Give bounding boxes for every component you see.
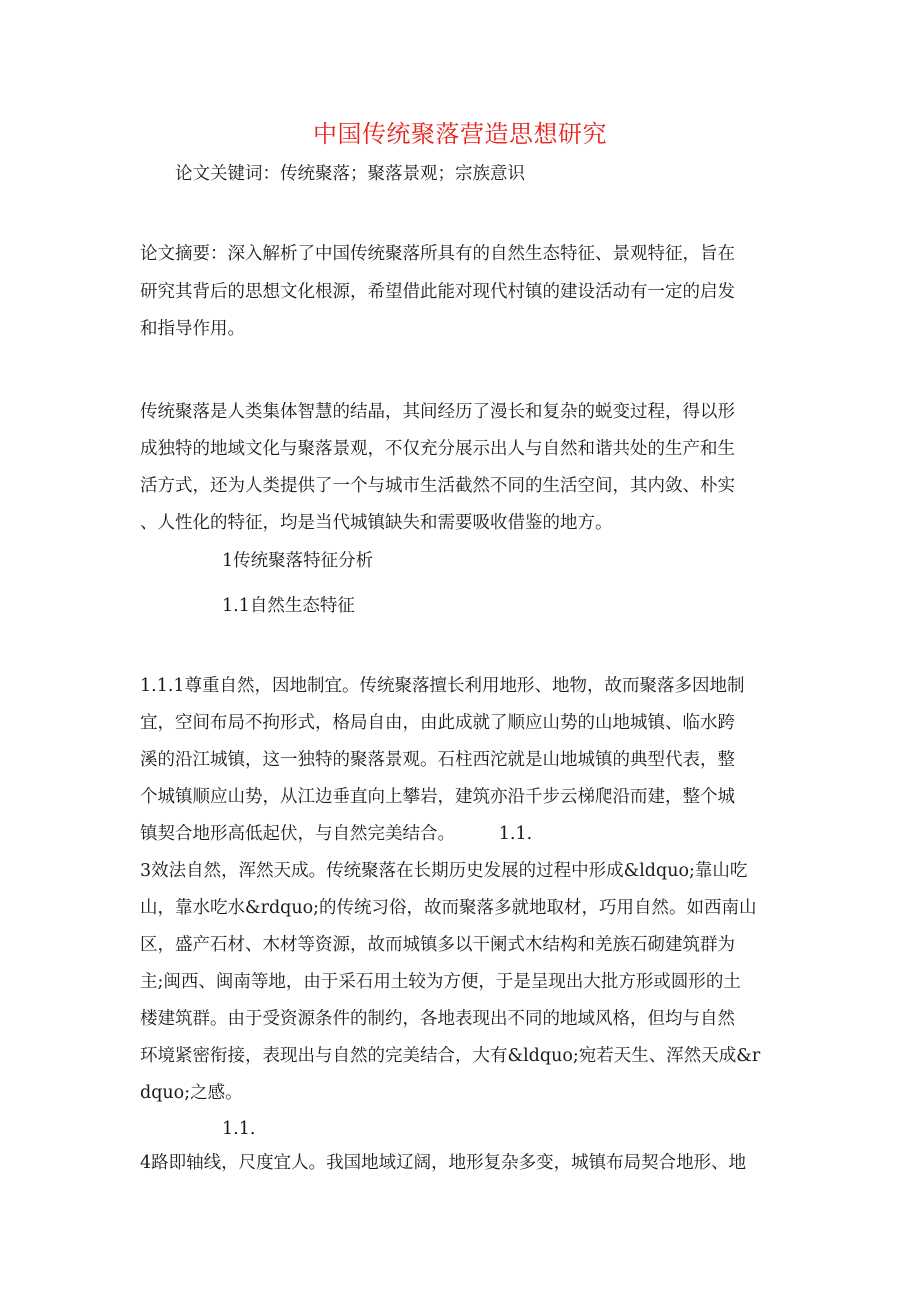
- section-line: 主;闽西、闽南等地，由于采石用土较为方便，于是呈现出大批方形或圆形的土: [140, 972, 741, 992]
- section-line: 4路即轴线，尺度宜人。我国地域辽阔，地形复杂多变，城镇布局契合地形、地: [140, 1153, 747, 1173]
- intro-line: 成独特的地域文化与聚落景观，不仅充分展示出人与自然和谐共处的生产和生: [140, 439, 735, 459]
- abstract-line: 和指导作用。: [140, 319, 245, 339]
- section-line: 3效法自然，浑然天成。传统聚落在长期历史发展的过程中形成&ldquo;靠山吃: [140, 861, 748, 881]
- intro-line: 传统聚落是人类集体智慧的结晶，其间经历了漫长和复杂的蜕变过程，得以形: [140, 402, 735, 422]
- subsection-number: 1.1.: [222, 1119, 256, 1139]
- document-title: 中国传统聚落营造思想研究: [313, 120, 607, 148]
- section-line: 环境紧密衔接，表现出与自然的完美结合，大有&ldquo;宛若天生、浑然天成&r: [140, 1046, 761, 1066]
- section-line: 区，盛产石材、木材等资源，故而城镇多以干阑式木结构和羌族石砌建筑群为: [140, 935, 735, 955]
- keywords-line: 论文关键词：传统聚落；聚落景观；宗族意识: [175, 164, 525, 184]
- section-line: 1.1.1尊重自然，因地制宜。传统聚落擅长利用地形、地物，故而聚落多因地制: [140, 676, 745, 696]
- abstract-line: 论文摘要：深入解析了中国传统聚落所具有的自然生态特征、景观特征，旨在: [140, 244, 735, 264]
- section-line: 镇契合地形高低起伏，与自然完美结合。 1.1.: [140, 824, 533, 844]
- section-heading-1: 1传统聚落特征分析: [222, 551, 374, 571]
- intro-line: 、人性化的特征，均是当代城镇缺失和需要吸收借鉴的地方。: [140, 513, 613, 533]
- abstract-line: 研究其背后的思想文化根源，希望借此能对现代村镇的建设活动有一定的启发: [140, 282, 735, 302]
- section-line: 溪的沿江城镇，这一独特的聚落景观。石柱西沱就是山地城镇的典型代表，整: [140, 750, 735, 770]
- intro-line: 活方式，还为人类提供了一个与城市生活截然不同的生活空间，其内敛、朴实: [140, 476, 735, 496]
- section-line: dquo;之感。: [140, 1083, 243, 1103]
- section-line: 楼建筑群。由于受资源条件的制约，各地表现出不同的地域风格，但均与自然: [140, 1009, 735, 1029]
- section-line: 个城镇顺应山势，从江边垂直向上攀岩，建筑亦沿千步云梯爬沿而建，整个城: [140, 787, 735, 807]
- section-line: 山，靠水吃水&rdquo;的传统习俗，故而聚落多就地取材，巧用自然。如西南山: [140, 898, 757, 918]
- section-heading-1-1: 1.1自然生态特征: [222, 596, 355, 616]
- section-line: 宜，空间布局不拘形式，格局自由，由此成就了顺应山势的山地城镇、临水跨: [140, 713, 735, 733]
